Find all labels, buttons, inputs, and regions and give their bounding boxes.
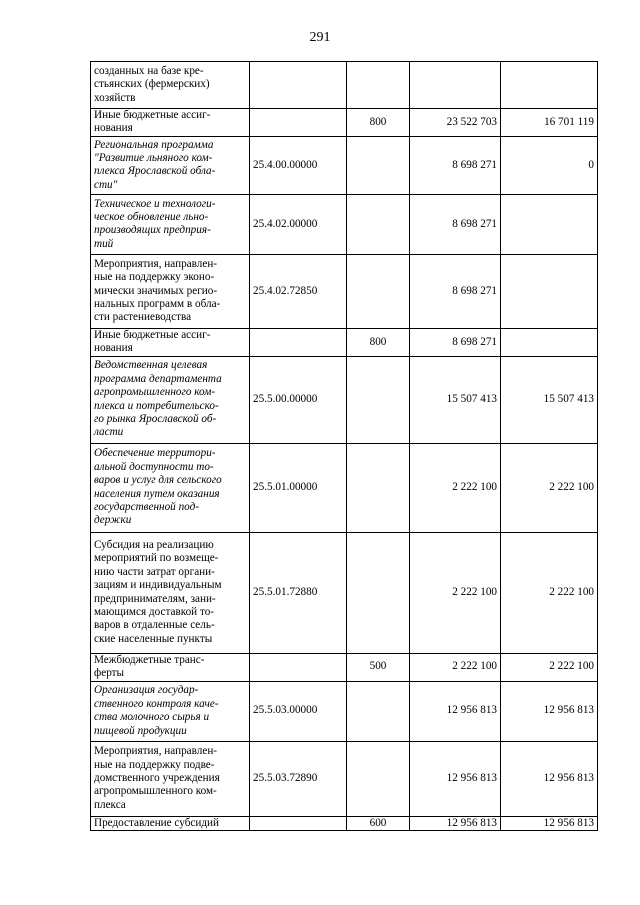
row-name-cell: Мероприятия, направлен- ные на поддержку эконо- мически значимых регио- нальных программ в обла- сти растениеводства xyxy=(91,254,250,328)
row-name-cell: Предоставление субсидий xyxy=(91,816,250,830)
row-name-cell: Организация государ- ственного контроля каче- ства молочного сырья и пищевой продукции xyxy=(91,681,250,741)
row-amount-year1-cell: 12 956 813 xyxy=(410,681,501,741)
row-amount-year2-cell xyxy=(501,254,598,328)
row-amount-year2-cell: 12 956 813 xyxy=(501,741,598,816)
row-amount-year2-cell xyxy=(501,328,598,356)
row-amount-year2-cell: 2 222 100 xyxy=(501,653,598,681)
row-expense-type-cell: 500 xyxy=(347,653,410,681)
table-row xyxy=(91,109,598,137)
table-row xyxy=(91,62,598,109)
row-name-cell: Обеспечение территори- альной доступности то- варов и услуг для сельского населения путем оказания государственной под- держки xyxy=(91,443,250,532)
page-number: 291 xyxy=(309,30,331,45)
row-expense-type-cell xyxy=(347,62,410,109)
row-name-cell: Мероприятия, направлен- ные на поддержку подве- домственного учреждения агропромышленного ком- плекса xyxy=(91,741,250,816)
row-expense-type-cell xyxy=(347,681,410,741)
row-amount-year1-cell: 2 222 100 xyxy=(410,653,501,681)
row-amount-year2-cell xyxy=(501,194,598,254)
table-row xyxy=(91,328,598,356)
table-row xyxy=(91,532,598,653)
row-code-cell: 25.5.01.72880 xyxy=(250,532,347,653)
row-code-cell: 25.4.02.00000 xyxy=(250,194,347,254)
row-code-cell xyxy=(250,109,347,137)
row-amount-year2-cell: 16 701 119 xyxy=(501,109,598,137)
row-expense-type-cell xyxy=(347,136,410,194)
row-amount-year2-cell: 2 222 100 xyxy=(501,532,598,653)
row-code-cell xyxy=(250,653,347,681)
row-amount-year2-cell xyxy=(501,62,598,109)
row-code-cell: 25.4.02.72850 xyxy=(250,254,347,328)
row-code-cell: 25.5.03.00000 xyxy=(250,681,347,741)
table-row xyxy=(91,194,598,254)
row-amount-year1-cell: 12 956 813 xyxy=(410,741,501,816)
table-row xyxy=(91,136,598,194)
row-expense-type-cell: 600 xyxy=(347,816,410,830)
row-code-cell xyxy=(250,62,347,109)
row-amount-year2-cell: 12 956 813 xyxy=(501,681,598,741)
table-row xyxy=(91,741,598,816)
budget-table xyxy=(90,61,598,831)
row-amount-year1-cell: 8 698 271 xyxy=(410,136,501,194)
table-row xyxy=(91,356,598,443)
row-amount-year2-cell: 15 507 413 xyxy=(501,356,598,443)
row-name-cell: Региональная программа "Развитие льняного ком- плекса Ярославской обла- сти" xyxy=(91,136,250,194)
row-name-cell: Техническое и технологи- ческое обновление льно- производящих предприя- тий xyxy=(91,194,250,254)
row-amount-year1-cell: 15 507 413 xyxy=(410,356,501,443)
row-expense-type-cell: 800 xyxy=(347,109,410,137)
row-expense-type-cell xyxy=(347,194,410,254)
row-amount-year2-cell: 0 xyxy=(501,136,598,194)
row-expense-type-cell xyxy=(347,443,410,532)
row-code-cell xyxy=(250,328,347,356)
table-row xyxy=(91,816,598,830)
row-expense-type-cell xyxy=(347,356,410,443)
row-amount-year1-cell: 12 956 813 xyxy=(410,816,501,830)
row-expense-type-cell xyxy=(347,254,410,328)
row-name-cell: Иные бюджетные ассиг- нования xyxy=(91,109,250,137)
table-row xyxy=(91,443,598,532)
row-name-cell: Субсидия на реализацию мероприятий по возмеще- нию части затрат органи- зациям и индивидуальным предпринимателям, зани- мающимся доставкой то- варов в отдаленные сель- ские населенные пункты xyxy=(91,532,250,653)
row-expense-type-cell xyxy=(347,532,410,653)
row-name-cell: созданных на базе кре- стьянских (фермерских) хозяйств xyxy=(91,62,250,109)
row-expense-type-cell: 800 xyxy=(347,328,410,356)
row-amount-year1-cell: 23 522 703 xyxy=(410,109,501,137)
row-code-cell xyxy=(250,816,347,830)
table-row xyxy=(91,254,598,328)
row-amount-year2-cell: 2 222 100 xyxy=(501,443,598,532)
row-amount-year2-cell: 12 956 813 xyxy=(501,816,598,830)
row-code-cell: 25.5.00.00000 xyxy=(250,356,347,443)
row-expense-type-cell xyxy=(347,741,410,816)
row-amount-year1-cell: 8 698 271 xyxy=(410,254,501,328)
row-amount-year1-cell: 8 698 271 xyxy=(410,194,501,254)
table-row xyxy=(91,653,598,681)
row-amount-year1-cell: 2 222 100 xyxy=(410,443,501,532)
row-code-cell: 25.4.00.00000 xyxy=(250,136,347,194)
row-name-cell: Межбюджетные транс- ферты xyxy=(91,653,250,681)
row-name-cell: Иные бюджетные ассиг- нования xyxy=(91,328,250,356)
row-amount-year1-cell xyxy=(410,62,501,109)
budget-table-body xyxy=(91,62,598,831)
row-name-cell: Ведомственная целевая программа департамента агропромышленного ком- плекса и потребительско- го рынка Ярославской об- ласти xyxy=(91,356,250,443)
row-amount-year1-cell: 2 222 100 xyxy=(410,532,501,653)
row-amount-year1-cell: 8 698 271 xyxy=(410,328,501,356)
row-code-cell: 25.5.03.72890 xyxy=(250,741,347,816)
table-row xyxy=(91,681,598,741)
row-code-cell: 25.5.01.00000 xyxy=(250,443,347,532)
